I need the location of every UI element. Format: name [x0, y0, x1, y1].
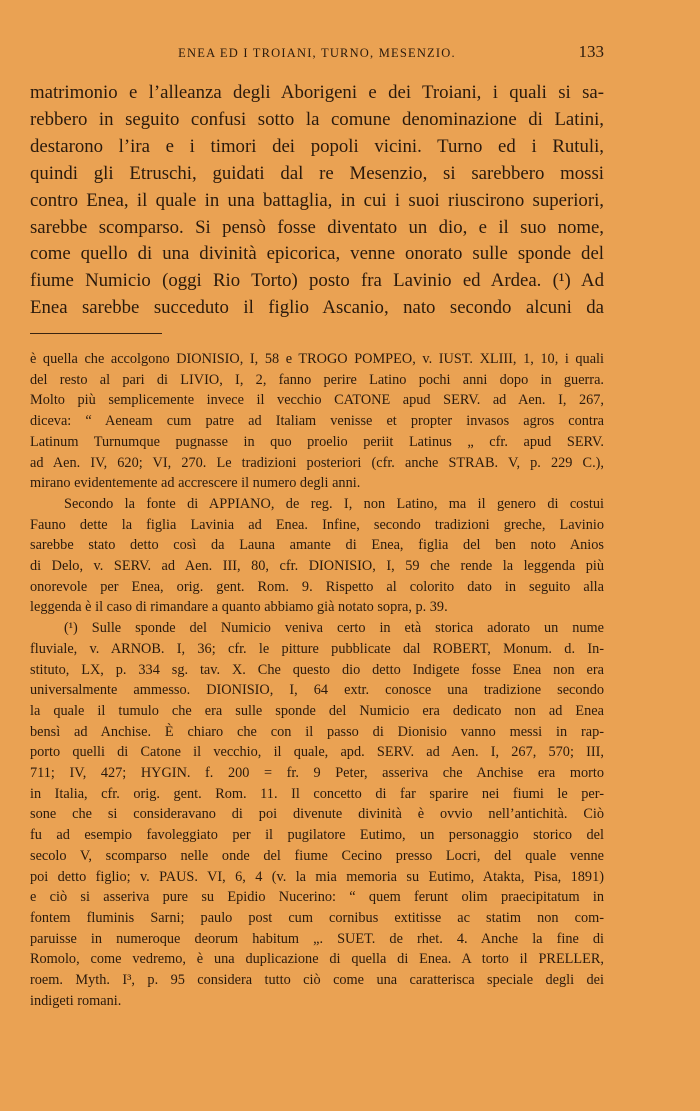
main-text-line: quindi gli Etruschi, guidati dal re Mesenzio, si sarebbero mossi — [30, 162, 604, 184]
footnote-line: secolo V, scomparso nelle onde del fiume Cecino presso Locri, del quale venne — [30, 847, 604, 864]
running-title: ENEA ED I TROIANI, TURNO, MESENZIO. — [178, 46, 456, 60]
page-number: 133 — [578, 42, 604, 61]
footnote-1 — [30, 618, 604, 1011]
footnote-line: Molto più semplicemente invece il vecchio CATONE apud SERV. ad Aen. I, 267, — [30, 392, 604, 409]
footnote-line: sone che si consideravano di poi divenute divinità è ovvio nell’antichità. Ciò — [30, 806, 604, 823]
footnote-line: leggenda è il caso di rimandare a quanto abbiamo già notato sopra, p. 39. — [30, 599, 448, 616]
main-text-line: fiume Numicio (oggi Rio Torto) posto fra Lavinio ed Ardea. (¹) Ad — [30, 270, 604, 292]
footnote-paragraph — [30, 494, 604, 618]
footnote-line: del resto al pari di LIVIO, I, 2, fanno perire Latino pochi anni dopo in guerra. — [30, 371, 604, 388]
footnote-line: Latinum Turnumque pugnasse in quo proelio periit Latinus „ cfr. apud SERV. — [30, 433, 604, 450]
footnote-line: Secondo la fonte di APPIANO, de reg. I, non Latino, ma il genero di costui — [64, 495, 604, 512]
footnote-line: (¹) Sulle sponde del Numicio veniva certo in età storica adorato un nume — [64, 620, 604, 637]
footnote-line: onorevole per Enea, orig. gent. Rom. 9. Rispetto al colorito dato in seguito alla — [30, 578, 604, 595]
footnotes — [30, 349, 604, 1012]
footnote-line: Fauno dette la figlia Lavinia ad Enea. Infine, secondo tradizioni greche, Lavinio — [30, 516, 604, 533]
footnote-line: indigeti romani. — [30, 992, 122, 1009]
main-text-line: rebbero in seguito confusi sotto la comune denominazione di Latini, — [30, 108, 604, 130]
footnote-line: la quale il tumulo che era sulle sponde del Numicio era dedicato non ad Enea — [30, 702, 604, 719]
footnote-line: porto quelli di Catone il vecchio, il quale, apd. SERV. ad Aen. I, 267, 570; III, — [30, 744, 604, 761]
main-text — [30, 80, 604, 322]
footnote-line: paruisse in numeroque deorum habitum „. SUET. de rhet. 4. Anche la fine di — [30, 930, 604, 947]
running-head — [30, 42, 604, 64]
footnote-line: bensì ad Anchise. È chiaro che con il passo di Dionisio vanno messi in rap- — [30, 723, 604, 740]
footnote-line: di Delo, v. SERV. ad Aen. III, 80, cfr. DIONISIO, I, 59 che rende la leggenda più — [30, 558, 604, 575]
footnote-line: in Italia, cfr. orig. gent. Rom. 11. Il concetto di far sparire nei fiumi le per- — [30, 785, 604, 802]
main-text-line: come quello di una divinità epicorica, venne onorato sulle sponde del — [30, 243, 604, 265]
footnote-line: fontem fluminis Sarni; paulo post cum cornibus extitisse ac statim non com- — [30, 909, 604, 926]
footnote-line: e ciò si asseriva pure su Epidio Nucerino: “ quem ferunt olim praecipitatum in — [30, 889, 604, 906]
footnote-line: Romolo, come vedremo, è una duplicazione di quella di Enea. A torto il PRELLER, — [30, 951, 604, 968]
footnote-line: ad Aen. IV, 620; VI, 270. Le tradizioni posteriori (cfr. anche STRAB. V, p. 229 C.), — [30, 454, 604, 471]
footnote-line: mirano evidentemente ad accrescere il numero degli anni. — [30, 475, 361, 492]
main-text-line: Enea sarebbe succeduto il figlio Ascanio, nato secondo alcuni da — [30, 297, 604, 319]
main-text-line: matrimonio e l’alleanza degli Aborigeni e dei Troiani, i quali si sa- — [30, 82, 604, 103]
footnote-line: poi detto figlio; v. PAUS. VI, 6, 4 (v. la mia memoria su Eutimo, Atakta, Pisa, 1891) — [30, 868, 604, 885]
footnote-line: diceva: “ Aeneam cum patre ad Italiam venisse et propter invasos agros contra — [30, 413, 604, 430]
footnote-line: roem. Myth. I³, p. 95 considera tutto ciò come una caratterisca speciale degli dei — [30, 972, 604, 989]
footnote-line: è quella che accolgono DIONISIO, I, 58 e TROGO POMPEO, v. IUST. XLIII, 1, 10, i quali — [30, 351, 604, 367]
footnote-continuation — [30, 349, 604, 494]
footnote-line: 711; IV, 427; HYGIN. f. 200 = fr. 9 Peter, asseriva che Anchise era morto — [30, 765, 604, 782]
main-text-line: sarebbe scomparso. Si pensò fosse diventato un dio, e il suo nome, — [30, 216, 604, 238]
footnote-line: fluviale, v. ARNOB. I, 36; cfr. le pitture pubblicate dal ROBERT, Monum. d. In- — [30, 640, 604, 657]
main-text-line: destarono l’ira e i timori dei popoli vicini. Turno ed i Rutuli, — [30, 135, 604, 157]
footnote-line: fu ad esempio favoleggiato per il pugilatore Eutimo, un personaggio storico del — [30, 827, 604, 844]
footnote-line: sarebbe stato detto così da Launa amante di Enea, figlia del ben noto Anios — [30, 537, 604, 554]
main-text-line: contro Enea, il quale in una battaglia, in cui i suoi riuscirono superiori, — [30, 189, 604, 211]
footnote-line: universalmente ammesso. DIONISIO, I, 64 extr. conosce una tradizione secondo — [30, 682, 604, 699]
footnote-line: stituto, LX, p. 334 sg. tav. X. Che questo dio detto Indigete fosse Enea non era — [30, 661, 604, 678]
footnote-separator-rule — [30, 333, 162, 334]
